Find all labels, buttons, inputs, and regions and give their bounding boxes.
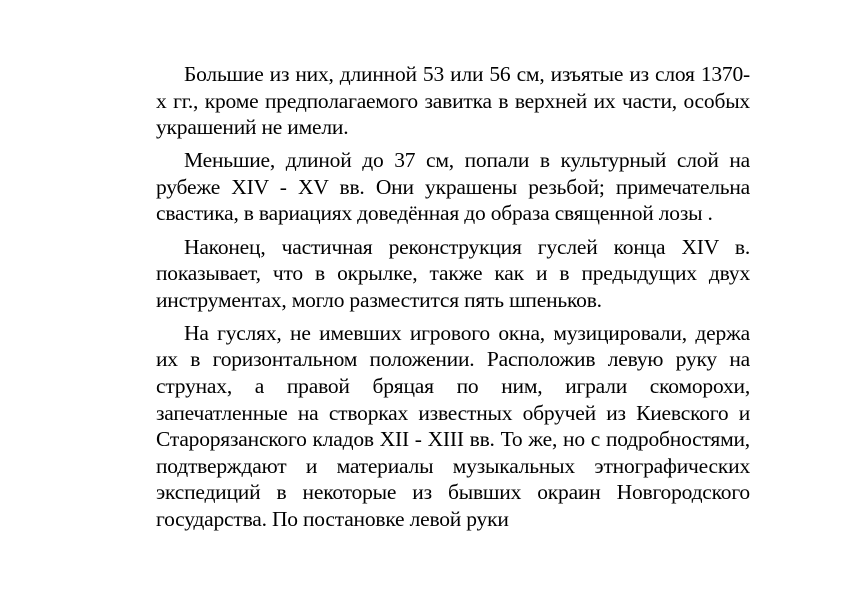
paragraph-3: Наконец, частичная реконструкция гуслей конца XIV в. показывает, что в окрылке, также как и в предыдущих двух инструментах, могло разместится пять шпеньков. [156, 234, 750, 312]
paragraph-1: Большие из них, длинной 53 или 56 см, изъятые из слоя 1370-х гг., кроме предполагаемого завитка в верхней их части, особых украшений не имели. [156, 62, 750, 140]
body-text [156, 61, 750, 539]
paragraph-2: Меньшие, длиной до 37 см, попали в культурный слой на рубеже XIV - XV вв. Они украшены резьбой; примечательна свастика, в вариациях доведённая до образа священной лозы . [156, 148, 750, 226]
paragraph-4: На гуслях, не имевших игрового окна, музицировали, держа их в горизонтальном положении. Расположив левую руку на струнах, а правой бряцая по ним, играли скоморохи, запечатленные на створках известных обручей из Киевского и Старорязанского кладов XII - XIII вв. То же, но с подробностями, подтверждают и материалы музыкальных этнографических экспедиций в некоторые из бывших окраин Новгородского государства. По постановке левой руки [156, 320, 750, 531]
